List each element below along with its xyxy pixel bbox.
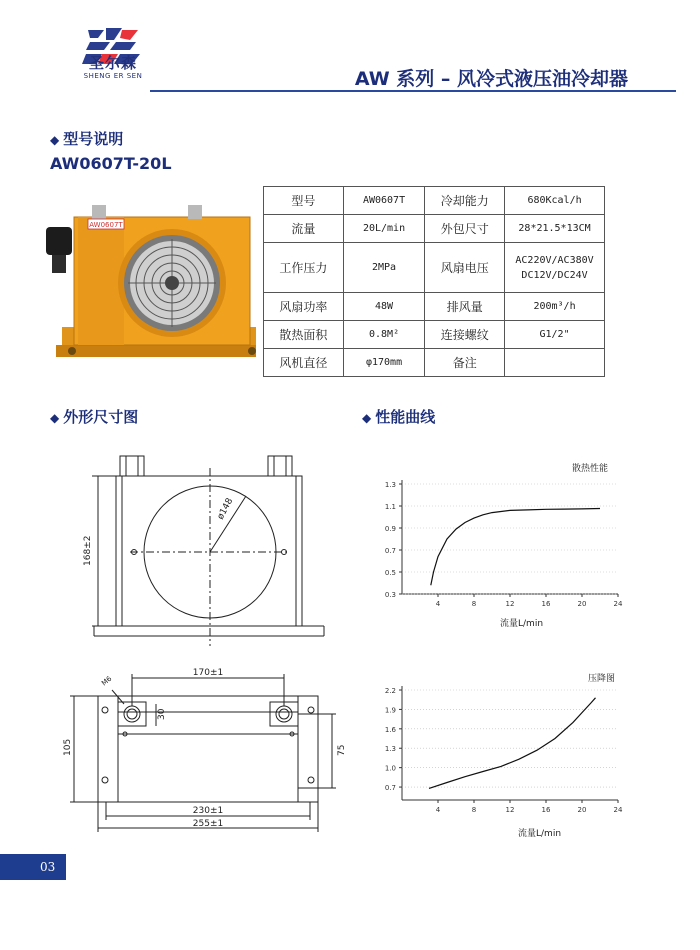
y-tick-label: 1.6: [384, 725, 396, 734]
table-cell: φ170mm: [343, 349, 425, 377]
table-cell: 20L/min: [343, 215, 425, 243]
table-cell: AW0607T: [343, 187, 425, 215]
y-tick-label: 0.3: [384, 591, 396, 599]
table-cell: 风扇电压: [425, 243, 505, 293]
table-cell: 28*21.5*13CM: [505, 215, 605, 243]
x-tick-label: 16: [541, 600, 551, 608]
dim-depth: 105: [63, 738, 73, 756]
table-cell: 2MPa: [343, 243, 425, 293]
x-tick-label: 24: [613, 806, 623, 814]
dim-height: 168±2: [83, 535, 93, 566]
x-tick-label: 12: [505, 600, 515, 608]
table-cell: 连接螺纹: [425, 321, 505, 349]
table-row: [264, 187, 605, 215]
page-title: AW 系列 – 风冷式液压油冷却器: [354, 68, 628, 90]
heat-dissipation-chart: [360, 474, 630, 624]
dim-width-inner: 230±1: [192, 806, 224, 816]
x-tick-label: 16: [541, 806, 551, 814]
table-row: [264, 215, 605, 243]
table-cell: 风扇功率: [264, 293, 344, 321]
fan-voltage-ac: AC220V/AC380V: [515, 254, 594, 266]
table-cell: 工作压力: [264, 243, 344, 293]
dim-port-offset: 30: [157, 708, 167, 720]
x-tick-label: 4: [435, 600, 441, 608]
table-row: [264, 243, 605, 293]
table-cell: 冷却能力: [425, 187, 505, 215]
front-view-drawing: [70, 450, 340, 650]
diamond-icon: ◆: [362, 411, 372, 425]
diamond-icon: ◆: [50, 411, 60, 425]
y-tick-label: 0.7: [384, 547, 396, 555]
product-label: AW0607T: [89, 221, 123, 229]
y-tick-label: 0.5: [384, 569, 396, 577]
dim-port-spacing: 75: [337, 744, 347, 756]
table-cell: 流量: [264, 215, 344, 243]
logo-chinese-name: 圣尔森: [88, 54, 137, 72]
page-number: 03: [0, 854, 66, 880]
table-cell: 680Kcal/h: [505, 187, 605, 215]
model-code: AW0607T-20L: [50, 154, 172, 173]
y-tick-label: 0.7: [384, 784, 396, 793]
section-heading-performance-text: 性能曲线: [375, 408, 436, 426]
x-tick-label: 8: [471, 806, 477, 814]
logo-english-name: SHENG ER SEN: [83, 72, 143, 80]
dim-top-width: 170±1: [192, 668, 224, 678]
table-cell: [505, 243, 605, 293]
table-cell: G1/2": [505, 321, 605, 349]
top-view-drawing: [60, 662, 350, 842]
section-heading-dimensions-text: 外形尺寸图: [63, 408, 139, 426]
y-tick-label: 1.1: [384, 503, 396, 511]
x-tick-label: 20: [577, 600, 587, 608]
section-heading-performance: [362, 406, 435, 427]
section-heading-dimensions: [50, 406, 138, 427]
dim-diameter: ø148: [215, 496, 236, 522]
x-tick-label: 8: [471, 600, 477, 608]
chart-2-title: 压降图: [588, 674, 616, 684]
table-cell: 外包尺寸: [425, 215, 505, 243]
header-rule: [150, 90, 676, 92]
table-row: [264, 321, 605, 349]
section-heading-model-text: 型号说明: [63, 130, 124, 148]
x-tick-label: 4: [435, 806, 441, 814]
diamond-icon: ◆: [50, 133, 60, 147]
dim-port-tag: M6: [100, 674, 114, 688]
x-tick-label: 12: [505, 806, 515, 814]
spec-table: [263, 186, 605, 377]
table-cell: 0.8M²: [343, 321, 425, 349]
series-line: [431, 509, 600, 586]
table-row: [264, 293, 605, 321]
y-tick-label: 1.3: [384, 745, 396, 754]
table-cell: 散热面积: [264, 321, 344, 349]
table-row: [264, 349, 605, 377]
dim-width-outer: 255±1: [192, 819, 224, 829]
table-cell: 备注: [425, 349, 505, 377]
table-cell: 200m³/h: [505, 293, 605, 321]
x-tick-label: 24: [613, 600, 623, 608]
y-tick-label: 0.9: [384, 525, 396, 533]
y-tick-label: 1.9: [384, 706, 396, 715]
fan-voltage-dc: DC12V/DC24V: [521, 269, 588, 281]
series-line: [429, 698, 596, 789]
y-tick-label: 2.2: [384, 687, 396, 695]
chart-1-title: 散热性能: [572, 464, 609, 474]
chart-1-xlabel: 流量L/min: [500, 619, 544, 629]
chart-2-xlabel: 流量L/min: [518, 829, 562, 839]
y-tick-label: 1.0: [384, 764, 396, 773]
product-photo: [38, 197, 256, 377]
pressure-drop-chart: [360, 680, 630, 830]
y-tick-label: 1.3: [384, 481, 396, 489]
table-cell: 风机直径: [264, 349, 344, 377]
table-cell: 排风量: [425, 293, 505, 321]
section-heading-model: [50, 128, 123, 149]
x-tick-label: 20: [577, 806, 587, 814]
table-cell: 48W: [343, 293, 425, 321]
table-cell: [505, 349, 605, 377]
table-cell: 型号: [264, 187, 344, 215]
